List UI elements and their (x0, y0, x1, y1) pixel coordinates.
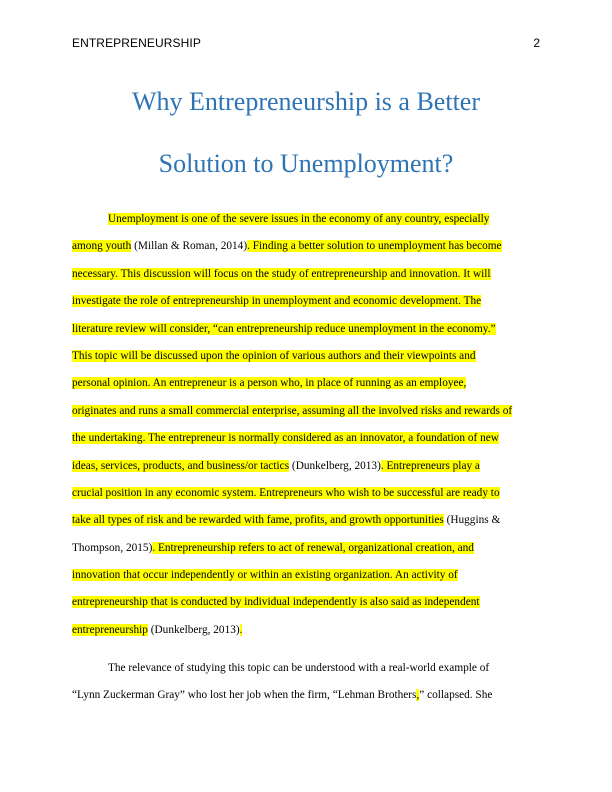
running-head: ENTREPRENEURSHIP (72, 36, 201, 50)
highlighted-text: personal opinion. An entrepreneur is a person who, in place of running as an employee, (72, 377, 467, 390)
highlighted-text: . (239, 623, 243, 636)
highlighted-text: ideas, services, products, and business/or tactics (72, 459, 290, 472)
text-line (72, 233, 542, 260)
text-segment: ” collapsed. She (419, 689, 493, 702)
text-line (72, 562, 542, 589)
text-line (72, 288, 542, 315)
text-segment: (Millan & Roman, 2014) (131, 240, 248, 253)
text-segment: (Huggins & (443, 514, 501, 527)
paragraph-1 (72, 206, 542, 644)
text-line (72, 343, 542, 370)
text-line (72, 655, 542, 682)
text-segment: (Dunkelberg, 2013) (147, 623, 240, 636)
highlighted-text: innovation that occur independently or within an existing organization. An activity of (72, 569, 458, 582)
paragraph-2 (72, 655, 542, 710)
highlighted-text: the undertaking. The entrepreneur is normally considered as an innovator, a foundation of new (72, 432, 499, 445)
highlighted-text: . Entrepreneurship refers to act of renewal, organizational creation, and (152, 541, 474, 554)
highlighted-text: take all types of risk and be rewarded with fame, profits, and growth opportunities (72, 514, 444, 527)
highlighted-text: necessary. This discussion will focus on the study of entrepreneurship and innovation. It will (72, 267, 491, 280)
text-segment: Thompson, 2015) (72, 541, 153, 554)
page-number: 2 (533, 36, 540, 50)
title-line-2: Solution to Unemployment? (158, 149, 454, 178)
text-line (72, 370, 542, 397)
text-line (72, 589, 542, 616)
highlighted-text: entrepreneurship (72, 623, 148, 636)
highlighted-text: , (416, 689, 420, 702)
highlighted-text: . Finding a better solution to unemployment has become (247, 240, 502, 253)
highlighted-text: literature review will consider, “can entrepreneurship reduce unemployment in the economy.” (72, 322, 496, 335)
text-line (72, 535, 542, 562)
highlighted-text: among youth (72, 240, 132, 253)
highlighted-text: investigate the role of entrepreneurship in unemployment and economic development. The (72, 295, 482, 308)
highlighted-text: entrepreneurship that is conducted by individual independently is also said as independent (72, 596, 480, 609)
highlighted-text: crucial position in any economic system. Entrepreneurs who wish to be successful are ready to (72, 486, 500, 499)
highlighted-text: originates and runs a small commercial enterprise, assuming all the involved risks and rewards of (72, 404, 513, 417)
text-segment: (Dunkelberg, 2013) (289, 459, 381, 472)
text-segment: “Lynn Zuckerman Gray” who lost her job when the firm, “Lehman Brothers (72, 689, 417, 702)
highlighted-text: This topic will be discussed upon the opinion of various authors and their viewpoints and (72, 349, 476, 362)
text-line (72, 507, 542, 534)
highlighted-text: Unemployment is one of the severe issues in the economy of any country, especially (108, 213, 490, 225)
text-line (72, 617, 542, 644)
title-line-1: Why Entrepreneurship is a Better (132, 87, 480, 116)
text-line (72, 398, 542, 425)
text-segment: The relevance of studying this topic can be understood with a real-world example of (108, 662, 490, 674)
text-line (72, 425, 542, 452)
text-line (72, 206, 542, 233)
text-line (72, 682, 542, 709)
text-line (72, 453, 542, 480)
text-line (72, 261, 542, 288)
text-line (72, 480, 542, 507)
highlighted-text: . Entrepreneurs play a (380, 459, 480, 472)
text-line (72, 316, 542, 343)
